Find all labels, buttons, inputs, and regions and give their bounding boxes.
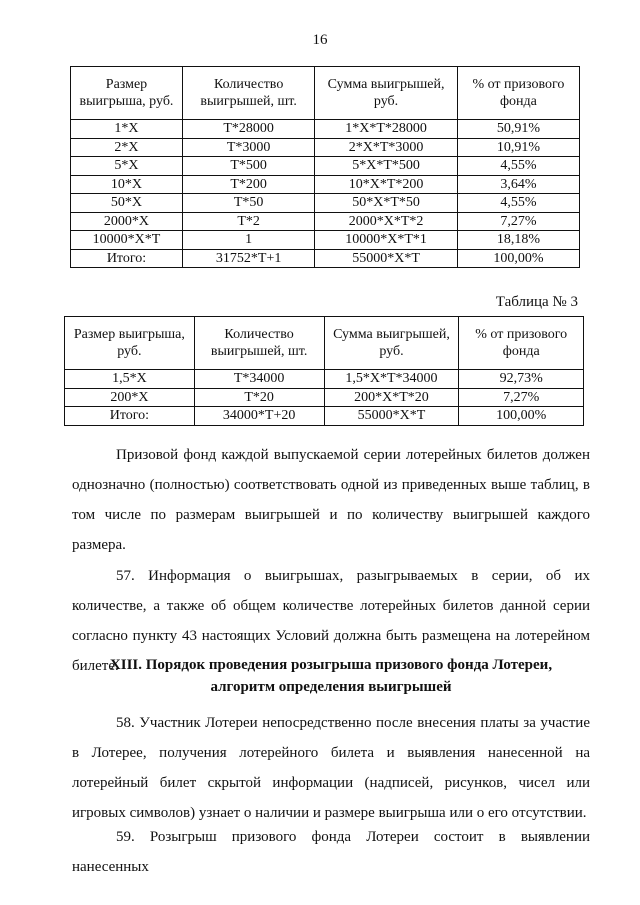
table-header-cell: Количество выигрышей, шт.	[182, 67, 314, 120]
table-cell: 2*X*T*3000	[315, 138, 458, 157]
table-cell: 50*X*T*50	[315, 194, 458, 213]
heading-line: XIII. Порядок проведения розыгрыша призового фонда Лотереи,	[109, 657, 553, 673]
table-total-row	[71, 249, 580, 268]
table-cell: Итого:	[71, 249, 183, 268]
table-row	[71, 138, 580, 157]
table-cell: 1*X*T*28000	[315, 120, 458, 139]
table-cell: 31752*T+1	[182, 249, 314, 268]
table-cell: 100,00%	[459, 407, 584, 426]
table-cell: 3,64%	[457, 175, 579, 194]
table-header-cell: Сумма выигрышей, руб.	[324, 317, 459, 370]
table-cell: 2000*X*T*2	[315, 212, 458, 231]
table-cell: T*20	[194, 388, 324, 407]
prize-table-3	[64, 316, 584, 426]
table-cell: T*28000	[182, 120, 314, 139]
table-row	[71, 175, 580, 194]
table-cell: 34000*T+20	[194, 407, 324, 426]
section-heading	[72, 654, 590, 698]
table-caption: Таблица № 3	[495, 294, 578, 310]
table-row	[71, 194, 580, 213]
table-cell: 10000*X*T*1	[315, 231, 458, 250]
table-header-cell: % от призового фонда	[457, 67, 579, 120]
table-cell: T*50	[182, 194, 314, 213]
table-cell: 1*X	[71, 120, 183, 139]
table-cell: 2*X	[71, 138, 183, 157]
heading-line: алгоритм определения выигрышей	[210, 679, 452, 695]
table-cell: 55000*X*T	[324, 407, 459, 426]
table-cell: 200*X*T*20	[324, 388, 459, 407]
paragraph-59: 59. Розыгрыш призового фонда Лотереи состоит в выявлении нанесенных	[72, 829, 590, 875]
table-total-row	[65, 407, 584, 426]
table-cell: 1,5*X	[65, 370, 195, 389]
table-header-cell: % от призового фонда	[459, 317, 584, 370]
prize-table-2	[70, 66, 580, 268]
paragraph-prize-fund: Призовой фонд каждой выпускаемой серии лотерейных билетов должен однозначно (полностью) соответствовать одной из приведенных выше таблиц, в том числе по размерам выигрышей и по количеству выигрышей каждого размера.	[72, 447, 590, 553]
table-cell: 10*X*T*200	[315, 175, 458, 194]
table-cell: 50*X	[71, 194, 183, 213]
table-cell: 200*X	[65, 388, 195, 407]
paragraph-58: 58. Участник Лотереи непосредственно после внесения платы за участие в Лотерее, получения лотерейного билета и выявления нанесенной на лотерейный билет скрытой информации (надписей, рисунков, чисел или игровых символов) узнает о наличии и размере выигрыша или о его отсутствии.	[72, 715, 590, 821]
table-cell: 50,91%	[457, 120, 579, 139]
table-cell: 18,18%	[457, 231, 579, 250]
table-cell: T*200	[182, 175, 314, 194]
table-cell: 5*X*T*500	[315, 157, 458, 176]
table-cell: 2000*X	[71, 212, 183, 231]
table-row	[71, 157, 580, 176]
table-row	[65, 388, 584, 407]
table-cell: T*3000	[182, 138, 314, 157]
table-cell: 7,27%	[457, 212, 579, 231]
table-row	[71, 231, 580, 250]
table-cell: T*2	[182, 212, 314, 231]
table-header-cell: Сумма выигрышей, руб.	[315, 67, 458, 120]
table-header-cell: Количество выигрышей, шт.	[194, 317, 324, 370]
table-cell: 10,91%	[457, 138, 579, 157]
table-cell: T*34000	[194, 370, 324, 389]
table-cell: Итого:	[65, 407, 195, 426]
table-row	[65, 370, 584, 389]
table-cell: 5*X	[71, 157, 183, 176]
paragraph-57: 57. Информация о выигрышах, разыгрываемых в серии, об их количестве, а также об общем количестве лотерейных билетов данной серии согласно пункту 43 настоящих Условий должна быть размещена на лотерейном билете.	[72, 568, 590, 674]
table-header-cell: Размер выигрыша, руб.	[65, 317, 195, 370]
table-cell: 100,00%	[457, 249, 579, 268]
table-cell: 55000*X*T	[315, 249, 458, 268]
table-header-row	[71, 67, 580, 120]
table-cell: 1,5*X*T*34000	[324, 370, 459, 389]
table-cell: 10*X	[71, 175, 183, 194]
table-row	[71, 212, 580, 231]
table-row	[71, 120, 580, 139]
table-header-row	[65, 317, 584, 370]
table-cell: 4,55%	[457, 157, 579, 176]
table-header-cell: Размер выигрыша, руб.	[71, 67, 183, 120]
table-cell: T*500	[182, 157, 314, 176]
table-cell: 92,73%	[459, 370, 584, 389]
table-cell: 4,55%	[457, 194, 579, 213]
table-cell: 7,27%	[459, 388, 584, 407]
table-cell: 1	[182, 231, 314, 250]
page-number: 16	[312, 32, 328, 48]
table-cell: 10000*X*T	[71, 231, 183, 250]
